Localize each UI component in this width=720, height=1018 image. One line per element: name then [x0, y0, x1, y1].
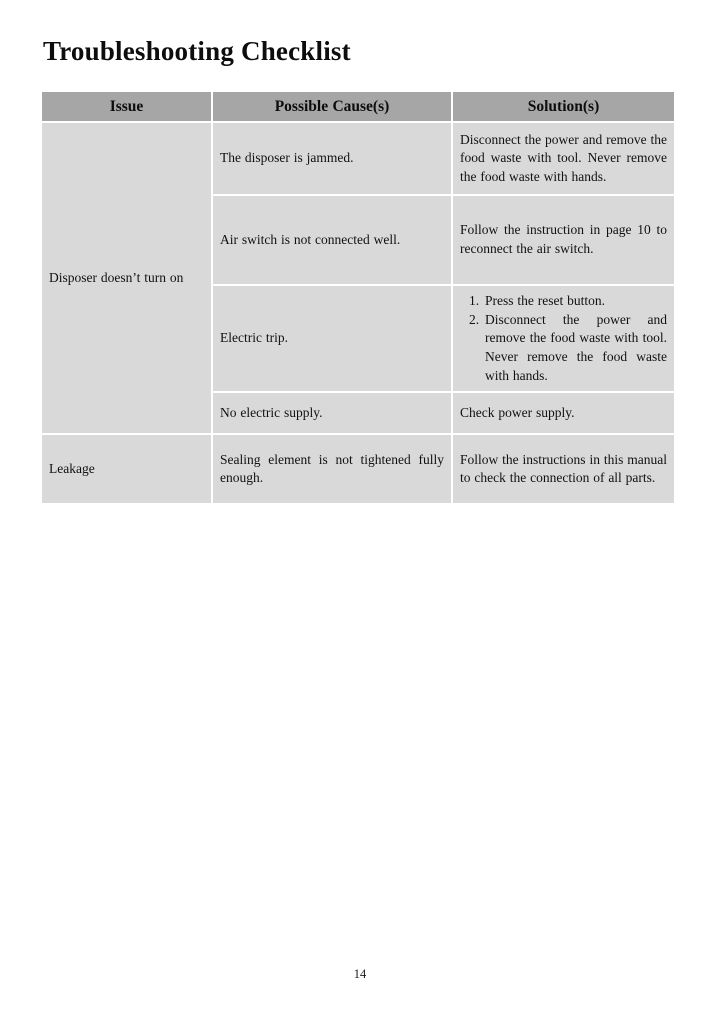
table-row	[41, 122, 675, 195]
solution-list-item: 2. Disconnect the power and remove the food waste with tool. Never remove the food waste with hands.	[483, 311, 667, 386]
column-header-issue: Issue	[41, 91, 212, 122]
issue-cell-leakage: Leakage	[41, 434, 212, 504]
solution-cell	[452, 285, 675, 392]
table-header-row	[41, 91, 675, 122]
solution-list-item: 1. Press the reset button.	[483, 292, 667, 311]
solution-cell: Follow the instructions in this manual to check the connection of all parts.	[452, 434, 675, 504]
solution-numbered-list	[460, 292, 667, 385]
cause-cell: Air switch is not connected well.	[212, 195, 452, 285]
column-header-possible-causes: Possible Cause(s)	[212, 91, 452, 122]
troubleshooting-table	[40, 90, 676, 505]
solution-cell: Check power supply.	[452, 392, 675, 434]
solution-cell: Follow the instruction in page 10 to reconnect the air switch.	[452, 195, 675, 285]
cause-cell: The disposer is jammed.	[212, 122, 452, 195]
solution-cell: Disconnect the power and remove the food waste with tool. Never remove the food waste with hands.	[452, 122, 675, 195]
cause-cell: No electric supply.	[212, 392, 452, 434]
cause-cell: Sealing element is not tightened fully enough.	[212, 434, 452, 504]
column-header-solutions: Solution(s)	[452, 91, 675, 122]
issue-cell-disposer-doesnt-turn-on: Disposer doesn’t turn on	[41, 122, 212, 434]
page-number: 14	[353, 967, 367, 981]
table-row	[41, 434, 675, 504]
cause-cell: Electric trip.	[212, 285, 452, 392]
page-title: Troubleshooting Checklist	[43, 36, 351, 66]
